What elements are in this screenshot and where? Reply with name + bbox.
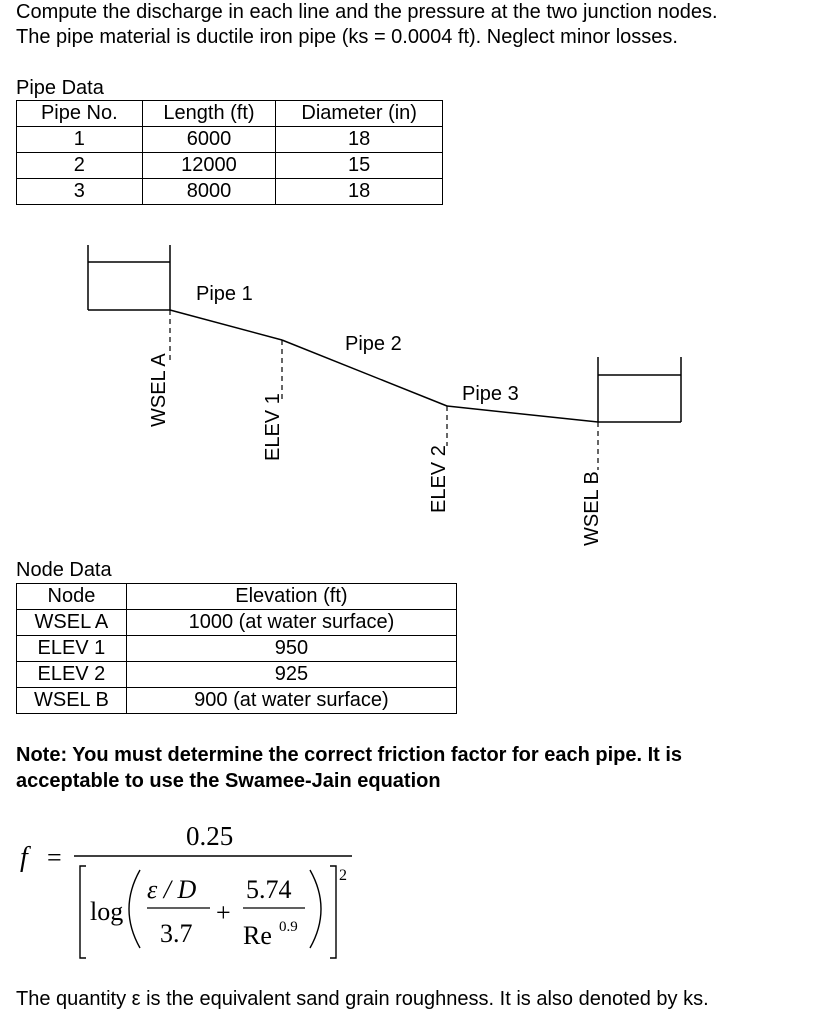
elev-2-label: ELEV 2 bbox=[428, 445, 450, 513]
header-pipe-no: Pipe No. bbox=[17, 101, 143, 127]
right-bracket bbox=[330, 866, 336, 958]
table-cell: 6000 bbox=[142, 127, 276, 153]
pipe-2-label: Pipe 2 bbox=[345, 333, 402, 355]
table-cell: 18 bbox=[276, 127, 443, 153]
eq-3-7: 3.7 bbox=[160, 919, 193, 948]
left-bracket bbox=[80, 866, 86, 958]
pipe-3-line bbox=[447, 406, 598, 422]
table-cell: 18 bbox=[276, 179, 443, 205]
eq-f: f bbox=[20, 842, 28, 873]
note bbox=[16, 742, 682, 794]
table-cell: ELEV 1 bbox=[17, 636, 127, 662]
table-row bbox=[17, 636, 457, 662]
elev-1-label: ELEV 1 bbox=[262, 393, 284, 461]
header-elevation: Elevation (ft) bbox=[126, 584, 456, 610]
header-diameter: Diameter (in) bbox=[276, 101, 443, 127]
pipe-data-title: Pipe Data bbox=[16, 77, 104, 99]
left-paren bbox=[129, 870, 140, 948]
table-cell: 12000 bbox=[142, 153, 276, 179]
problem-statement bbox=[16, 0, 718, 50]
table-row bbox=[17, 153, 443, 179]
eq-log: log bbox=[90, 897, 124, 926]
problem-line-2: The pipe material is ductile iron pipe (ks = 0.0004 ft). Neglect minor losses. bbox=[16, 26, 678, 48]
table-cell: 950 bbox=[126, 636, 456, 662]
eq-numerator: 0.25 bbox=[186, 821, 234, 851]
problem-line-1: Compute the discharge in each line and the pressure at the two junction nodes. bbox=[16, 1, 718, 23]
wsel-b-label: WSEL B bbox=[581, 471, 603, 546]
eq-equals: = bbox=[47, 843, 62, 872]
eq-re-exponent: 0.9 bbox=[279, 919, 298, 935]
eq-plus: + bbox=[216, 898, 231, 927]
pipe-network-diagram bbox=[0, 230, 822, 560]
table-cell: 900 (at water surface) bbox=[126, 688, 456, 714]
table-cell: 15 bbox=[276, 153, 443, 179]
table-cell: 925 bbox=[126, 662, 456, 688]
note-line-2: acceptable to use the Swamee-Jain equation bbox=[16, 770, 441, 792]
table-row bbox=[17, 610, 457, 636]
table-cell: 1000 (at water surface) bbox=[126, 610, 456, 636]
eq-re: Re bbox=[243, 921, 272, 950]
note-line-1: Note: You must determine the correct friction factor for each pipe. It is bbox=[16, 744, 683, 766]
eq-eps-d: ε / D bbox=[147, 875, 197, 904]
table-cell: 3 bbox=[17, 179, 143, 205]
table-cell: WSEL B bbox=[17, 688, 127, 714]
table-header-row bbox=[17, 584, 457, 610]
right-paren bbox=[310, 870, 321, 948]
table-row bbox=[17, 179, 443, 205]
footer-text: The quantity ε is the equivalent sand grain roughness. It is also denoted by ks. bbox=[16, 988, 709, 1010]
table-row bbox=[17, 662, 457, 688]
pipe-1-label: Pipe 1 bbox=[196, 283, 253, 305]
node-data-title: Node Data bbox=[16, 559, 112, 581]
table-header-row bbox=[17, 101, 443, 127]
header-length: Length (ft) bbox=[142, 101, 276, 127]
swamee-jain-equation bbox=[0, 810, 420, 970]
pipe-1-line bbox=[170, 310, 282, 340]
pipe-3-label: Pipe 3 bbox=[462, 383, 519, 405]
table-row bbox=[17, 688, 457, 714]
table-cell: WSEL A bbox=[17, 610, 127, 636]
table-cell: 8000 bbox=[142, 179, 276, 205]
table-cell: 1 bbox=[17, 127, 143, 153]
reservoir-b bbox=[598, 357, 681, 422]
header-node: Node bbox=[17, 584, 127, 610]
table-row bbox=[17, 127, 443, 153]
wsel-a-label: WSEL A bbox=[148, 353, 170, 427]
reservoir-a bbox=[88, 245, 170, 310]
table-cell: 2 bbox=[17, 153, 143, 179]
pipe-data-table bbox=[16, 100, 443, 205]
eq-5-74: 5.74 bbox=[246, 875, 292, 904]
eq-square-exponent: 2 bbox=[339, 867, 347, 884]
node-data-table bbox=[16, 583, 457, 714]
table-cell: ELEV 2 bbox=[17, 662, 127, 688]
